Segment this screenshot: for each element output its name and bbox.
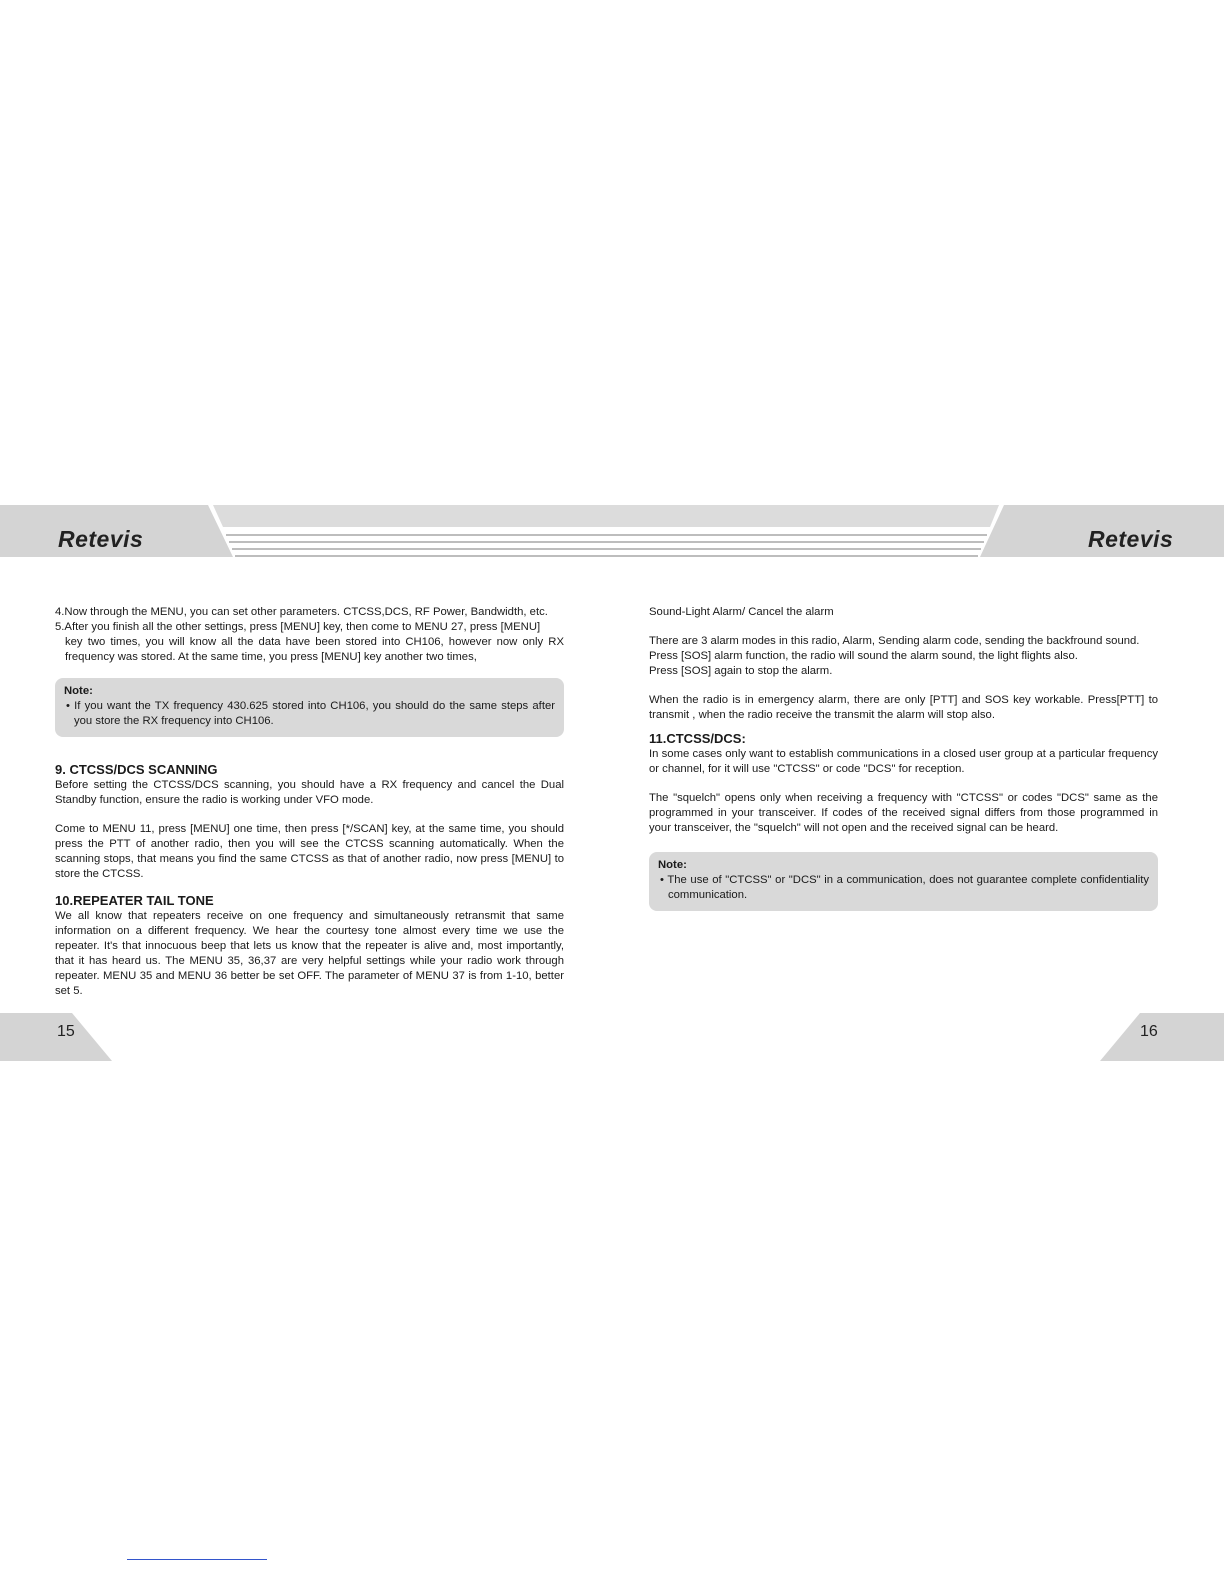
note-text: • The use of "CTCSS" or "DCS" in a communication, does not guarantee complete confidentiality communication.: [660, 874, 1150, 901]
note-text: • If you want the TX frequency 430.625 stored into CH106, you should do the same steps after you store the RX frequency into CH106.: [66, 700, 555, 727]
list-item-5-continued: key two times, you will know all the data have been stored into CH106, however now only RX frequency was stored. At the same time, you press [MENU] key another two times,: [65, 636, 564, 663]
paragraph: There are 3 alarm modes in this radio, Alarm, Sending alarm code, sending the backfround sound.: [649, 635, 1140, 647]
list-item-4: 4.Now through the MENU, you can set other parameters. CTCSS,DCS, RF Power, Bandwidth, etc.: [55, 606, 548, 618]
paragraph: When the radio is in emergency alarm, there are only [PTT] and SOS key workable. Press[PTT] to transmit , when the radio receive the transmit the alarm will stop also.: [649, 694, 1158, 721]
note-box-right: [649, 852, 1158, 911]
bullet-icon: •: [66, 700, 75, 712]
footer-tab-right: [1100, 1013, 1224, 1063]
header-band: [0, 505, 1224, 561]
note-title: Note:: [64, 685, 93, 697]
section-heading-10: 10.REPEATER TAIL TONE: [55, 893, 214, 908]
paragraph: Come to MENU 11, press [MENU] one time, then press [*/SCAN] key, at the same time, you should press the PTT of another radio, then you will see the CTCSS scanning automatically. When the scanning stops, that means you find the same CTCSS as that of another radio, now press [MENU] to store the CTCSS.: [55, 823, 564, 880]
footer-divider: [127, 1559, 267, 1560]
section-heading-11: 11.CTCSS/DCS:: [649, 731, 746, 746]
list-item-5: 5.After you finish all the other settings, press [MENU] key, then come to MENU 27, press [MENU]: [55, 621, 541, 633]
paragraph: Press [SOS] alarm function, the radio will sound the alarm sound, the light flights also.: [649, 650, 1078, 662]
bullet-icon: •: [660, 874, 668, 886]
brand-logo-left: Retevis: [58, 526, 144, 552]
page-number-left: 15: [57, 1023, 75, 1040]
section-heading-9: 9. CTCSS/DCS SCANNING: [55, 762, 218, 777]
paragraph: Before setting the CTCSS/DCS scanning, you should have a RX frequency and cancel the Dual Standby function, ensure the radio is working under VFO mode.: [55, 779, 564, 806]
page-number-right: 16: [1140, 1023, 1158, 1040]
paragraph: The "squelch" opens only when receiving a frequency with "CTCSS" or codes "DCS" same as the programmed in your transceiver. If codes of the received signal differs from those programmed in your transceiver, the "squelch" will not open and the received signal can be heard.: [649, 792, 1158, 834]
paragraph: We all know that repeaters receive on one frequency and simultaneously retransmit that same information on a different frequency. We hear the courtesy tone almost every time we use the repeater. It's that innocuous beep that lets us know that the repeater is alive and, most importantly, that it has heard us. The MENU 35, 36,37 are very helpful settings while your radio work through repeater. MENU 35 and MENU 36 better be set OFF. The parameter of MENU 37 is from 1-10, better set 5.: [55, 910, 564, 997]
paragraph: Press [SOS] again to stop the alarm.: [649, 665, 833, 677]
brand-logo-right: Retevis: [1088, 526, 1174, 552]
right-page-content: [649, 605, 1158, 911]
note-box-left: [55, 678, 564, 737]
note-title: Note:: [658, 859, 687, 871]
footer-tab-left: [0, 1013, 112, 1063]
left-page-content: [55, 605, 564, 999]
paragraph: In some cases only want to establish communications in a closed user group at a particular frequency or channel, for it will use "CTCSS" or code "DCS" for reception.: [649, 748, 1158, 775]
alarm-title: Sound-Light Alarm/ Cancel the alarm: [649, 606, 834, 618]
